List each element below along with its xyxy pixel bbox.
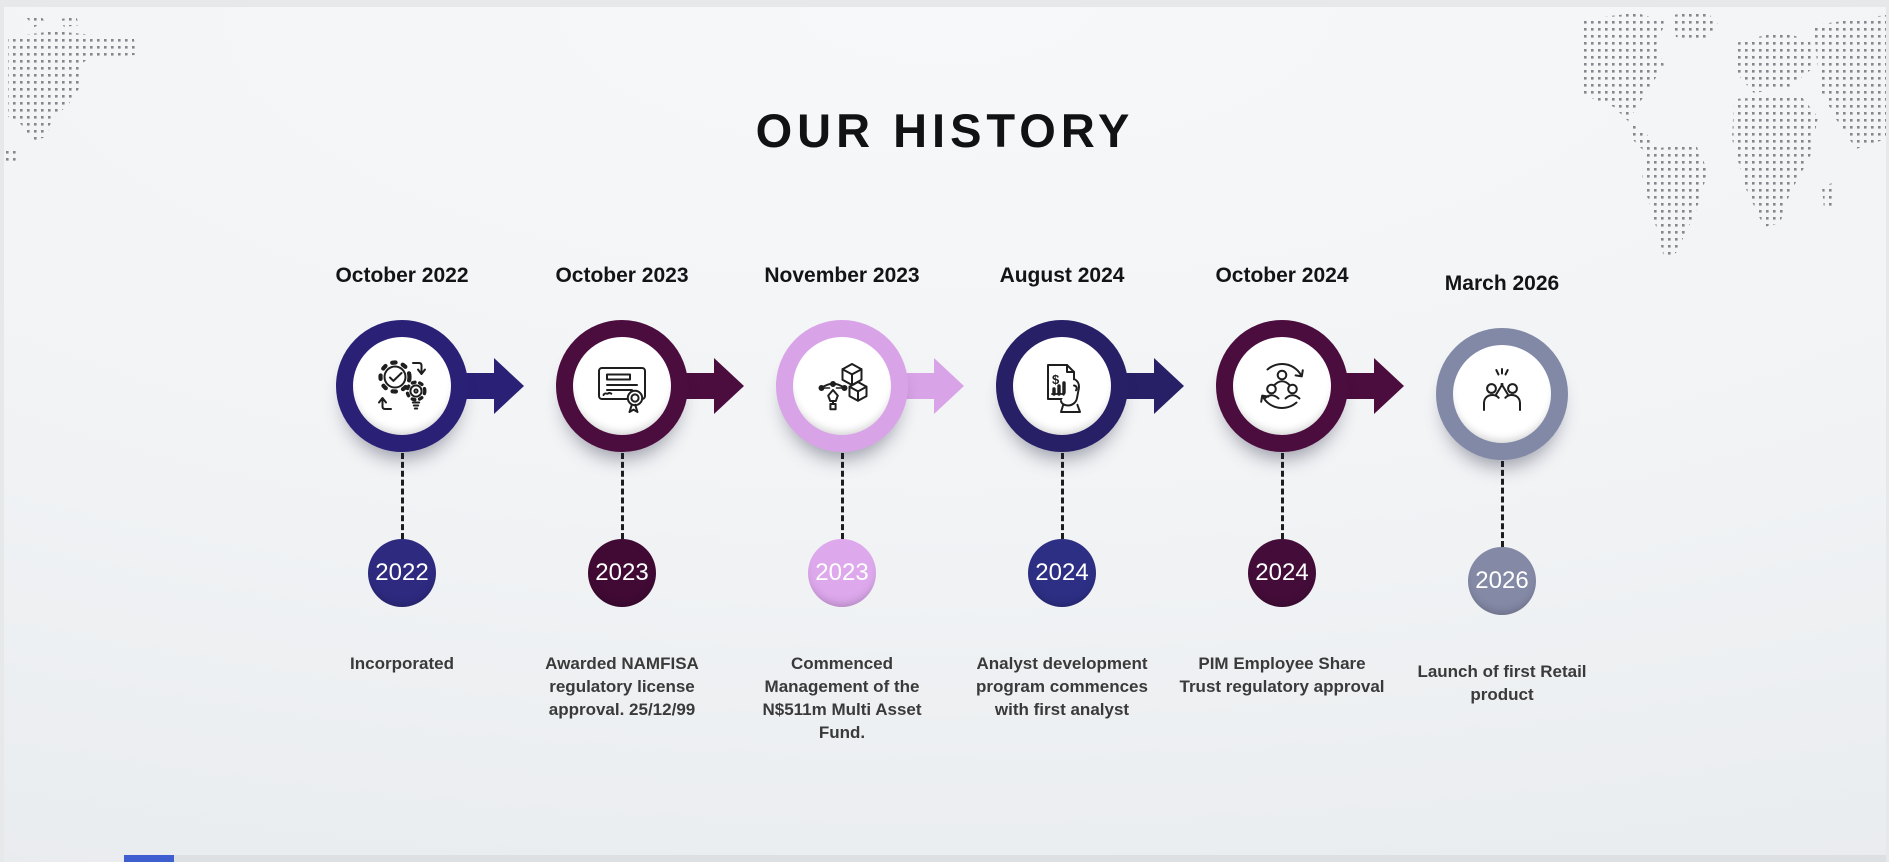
- milestone-circle: [556, 320, 688, 452]
- timeline-row: [4, 264, 1886, 745]
- year-badge: [1468, 547, 1536, 615]
- year-badge: [808, 539, 876, 607]
- bottom-edge-accent: [124, 855, 174, 862]
- dashed-connector: [621, 453, 624, 539]
- arrow-head: [1154, 358, 1184, 414]
- milestone-ring: [556, 320, 688, 452]
- arrow-head: [714, 358, 744, 414]
- timeline-milestone: [952, 264, 1172, 745]
- dashed-connector: [401, 453, 404, 539]
- dashed-connector: [1501, 461, 1504, 547]
- milestone-ring: [1216, 320, 1348, 452]
- arrow-head: [934, 358, 964, 414]
- financial-report-hand-icon: [1030, 354, 1094, 418]
- milestone-description: PIM Employee Share Trust regulatory approval: [1179, 654, 1385, 696]
- milestone-circle: [1436, 328, 1568, 460]
- certificate-icon: [590, 354, 654, 418]
- dashed-connector: [1281, 453, 1284, 539]
- timeline-milestone: [732, 264, 952, 745]
- year-badge-label: 2023: [595, 559, 649, 586]
- milestone-circle: [996, 320, 1128, 452]
- timeline-milestone: [1172, 264, 1392, 745]
- milestone-circle: [336, 320, 468, 452]
- milestone-ring: [776, 320, 908, 452]
- high-five-icon: [1470, 362, 1534, 426]
- milestone-description: Commenced Management of the N$511m Multi Asset Fund.: [762, 654, 922, 742]
- pen-tool-cubes-icon: [810, 354, 874, 418]
- year-badge: [368, 539, 436, 607]
- year-badge: [588, 539, 656, 607]
- milestone-description: Launch of first Retail product: [1417, 662, 1587, 704]
- year-badge-label: 2024: [1255, 559, 1309, 586]
- timeline-milestone: [1392, 272, 1612, 753]
- timeline-milestone: [292, 264, 512, 745]
- milestone-description: Analyst development program commences with first analyst: [976, 654, 1148, 719]
- milestone-ring: [1436, 328, 1568, 460]
- milestone-date: March 2026: [1444, 272, 1560, 295]
- milestone-date: October 2022: [335, 264, 469, 287]
- gears-process-icon: [370, 354, 434, 418]
- svg-text:$: $: [1052, 372, 1060, 387]
- arrow-head: [494, 358, 524, 414]
- page-title: OUR HISTORY: [755, 104, 1135, 157]
- timeline-milestone: [512, 264, 732, 745]
- milestone-circle: [1216, 320, 1348, 452]
- year-badge-label: 2023: [815, 559, 869, 586]
- team-cycle-icon: [1250, 354, 1314, 418]
- milestone-date: October 2024: [1215, 264, 1349, 287]
- milestone-ring: [336, 320, 468, 452]
- milestone-description: Incorporated: [350, 654, 454, 673]
- milestone-date: October 2023: [555, 264, 689, 287]
- year-badge-label: 2022: [375, 559, 429, 586]
- milestone-date: November 2023: [764, 264, 920, 287]
- milestone-circle: [776, 320, 908, 452]
- milestone-date: August 2024: [999, 264, 1125, 287]
- year-badge-label: 2026: [1475, 567, 1529, 594]
- year-badge-label: 2024: [1035, 559, 1089, 586]
- milestone-ring: [996, 320, 1128, 452]
- dashed-connector: [841, 453, 844, 539]
- dashed-connector: [1061, 453, 1064, 539]
- bottom-edge-strip: [124, 855, 1886, 862]
- year-badge: [1028, 539, 1096, 607]
- slide: [4, 7, 1886, 862]
- year-badge: [1248, 539, 1316, 607]
- milestone-description: Awarded NAMFISA regulatory license approval. 25/12/99: [545, 654, 699, 719]
